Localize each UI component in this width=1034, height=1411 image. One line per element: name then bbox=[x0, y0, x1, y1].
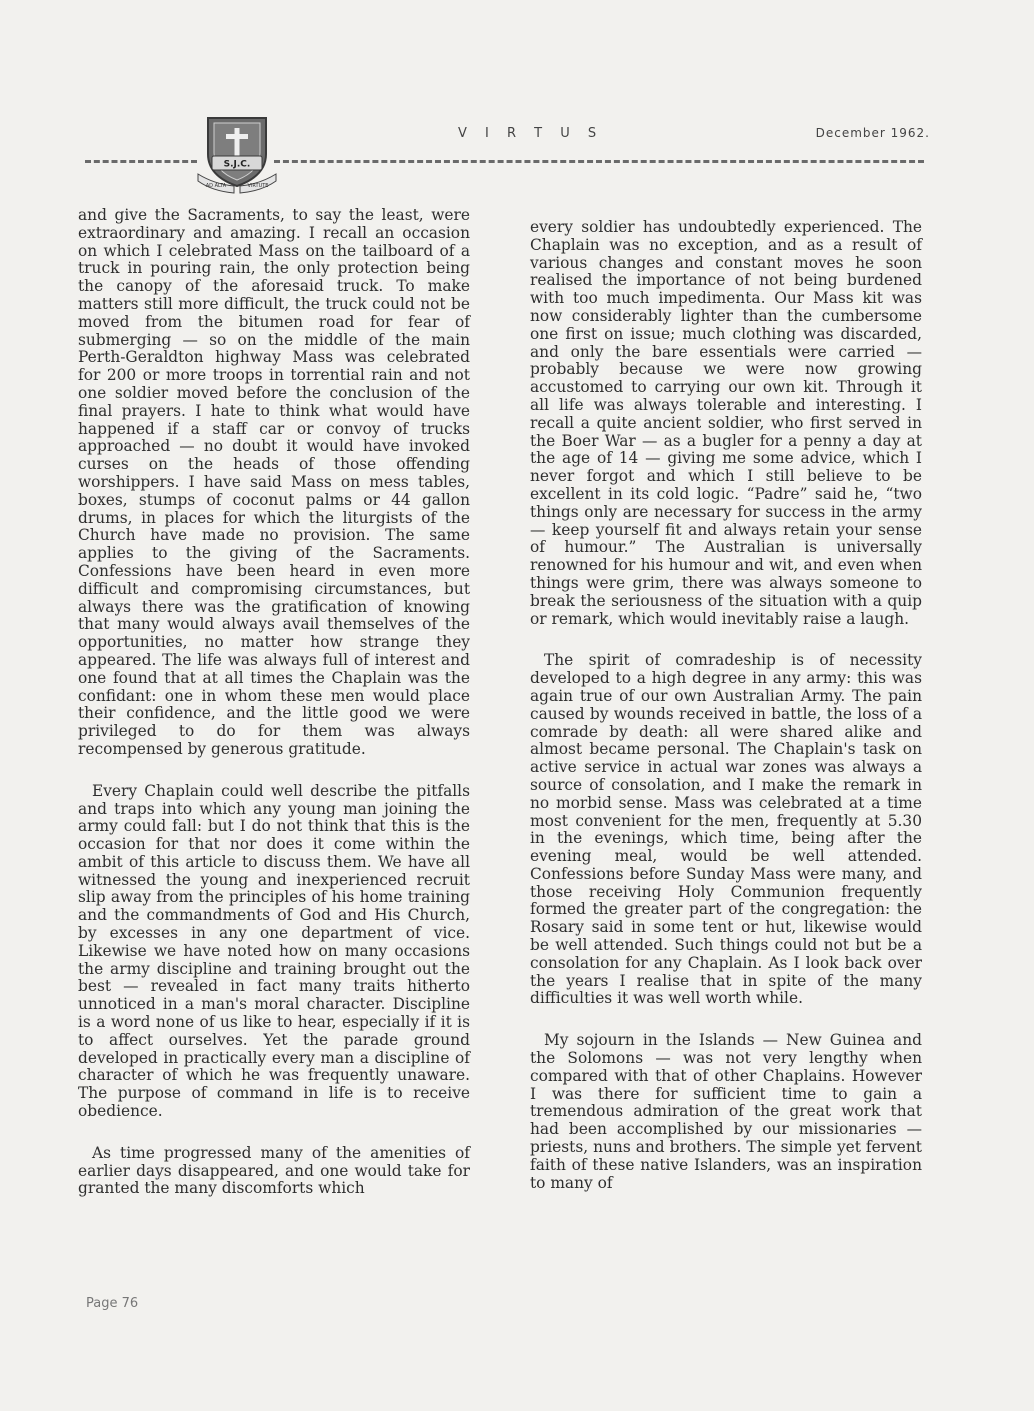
left-paragraph-2: Every Chaplain could well describe the pitfalls and traps into which any young man joining the army could fall: but I do not think that this is the occasion for that nor does it come within the ambit of this article to discuss them. We have all witnessed the young and inexperienced recruit slip away from the principles of his home training and the commandments of God and His Church, by excesses in any one department of vice. Likewise we have noted how on many occasions the army discipline and training brought out the best — revealed in fact many traits hitherto unnoticed in a man's moral character. Discipline is a word none of us like to hear, especially if it is to affect ourselves. Yet the parade ground developed in practically every man a discipline of character of which he was frequently unaware. The purpose of command in life is to receive obedience. bbox=[78, 781, 470, 1121]
page-header bbox=[0, 0, 1034, 200]
header-rule-right bbox=[274, 160, 924, 163]
right-paragraph-2: The spirit of comradeship is of necessity developed to a high degree in any army: this was again true of our own Australian Army. The pain caused by wounds received in battle, the loss of a comrade by death: all were shared alike and almost became personal. The Chaplain's task on active service in actual war zones was always a source of consolation, and I make the remark in no morbid sense. Mass was celebrated at a time most convenient for the men, frequently at 5.30 in the evenings, which time, being after the evening meal, would be well attended. Confessions before Sunday Mass were many, and those receiving Holy Communion frequently formed the greater part of the congregation: the Rosary said in some tent or hut, likewise would be well attended. Such things could not but be a consolation for any Chaplain. As I look back over the years I realise that in spite of the many difficulties it was well worth while. bbox=[530, 651, 922, 1008]
masthead-title: V I R T U S bbox=[458, 126, 604, 141]
right-column bbox=[530, 219, 922, 1216]
left-column bbox=[78, 207, 470, 1222]
crest-initials: S.J.C. bbox=[223, 159, 251, 170]
school-crest-icon bbox=[196, 112, 278, 194]
left-paragraph-3: As time progressed many of the amenities of earlier days disappeared, and one would take for granted the many discomforts which bbox=[78, 1143, 470, 1198]
issue-date: December 1962. bbox=[815, 126, 930, 140]
crest-motto-right: VIRTUTE bbox=[247, 183, 269, 189]
right-paragraph-1: every soldier has undoubtedly experienced. The Chaplain was no exception, and as a result of various changes and constant moves he soon realised the importance of not being burdened with too much impedimenta. Our Mass kit was now considerably lighter than the cumbersome one first on issue; much clothing was discarded, and only the bare essentials were carried — probably because we were now growing accustomed to carrying our own kit. Through it all life was always tolerable and interesting. I recall a quite ancient soldier, who first served in the Boer War — as a bugler for a penny a day at the age of 14 — giving me some advice, which I never forgot and which I still believe to be excellent in its cold logic. “Padre” said he, “two things only are necessary for success in the army — keep yourself fit and always retain your sense of humour.” The Australian is universally renowned for his humour and wit, and even when things were grim, there was always someone to break the seriousness of the situation with a quip or remark, which would inevitably raise a laugh. bbox=[530, 218, 922, 628]
page-number: Page 76 bbox=[86, 1296, 139, 1311]
right-paragraph-3: My sojourn in the Islands — New Guinea and the Solomons — was not very lengthy when compared with that of other Chaplains. However I was there for sufficient time to gain a tremendous admiration of the great work that had been accomplished by our missionaries — priests, nuns and brothers. The simple yet fervent faith of these native Islanders, was an inspiration to many of bbox=[530, 1031, 922, 1192]
crest-motto-left: AD ALTA bbox=[205, 183, 227, 189]
header-rule-left bbox=[85, 160, 197, 163]
left-paragraph-1: and give the Sacraments, to say the least, were extraordinary and amazing. I recall an occasion on which I celebrated Mass on the tailboard of a truck in pouring rain, the only protection being the canopy of the aforesaid truck. To make matters still more difficult, the truck could not be moved from the bitumen road for fear of submerging — so on the middle of the main Perth-Geraldton highway Mass was celebrated for 200 or more troops in torrential rain and not one soldier moved before the conclusion of the final prayers. I hate to think what would have happened if a staff car or convoy of trucks approached — no doubt it would have invoked curses on the heads of those offending worshippers. I have said Mass on mess tables, boxes, stumps of coconut palms or 44 gallon drums, in places for which the liturgists of the Church have made no provision. The same applies to the giving of the Sacraments. Confessions have been heard in even more difficult and compromising circumstances, but always there was the gratification of knowing that many would always avail themselves of the opportunities, no matter how strange they appeared. The life was always full of interest and one found that at all times the Chaplain was the confidant: one in whom these men would place their confidence, and the little good we were privileged to do for them was always recompensed by generous gratitude. bbox=[78, 206, 470, 758]
